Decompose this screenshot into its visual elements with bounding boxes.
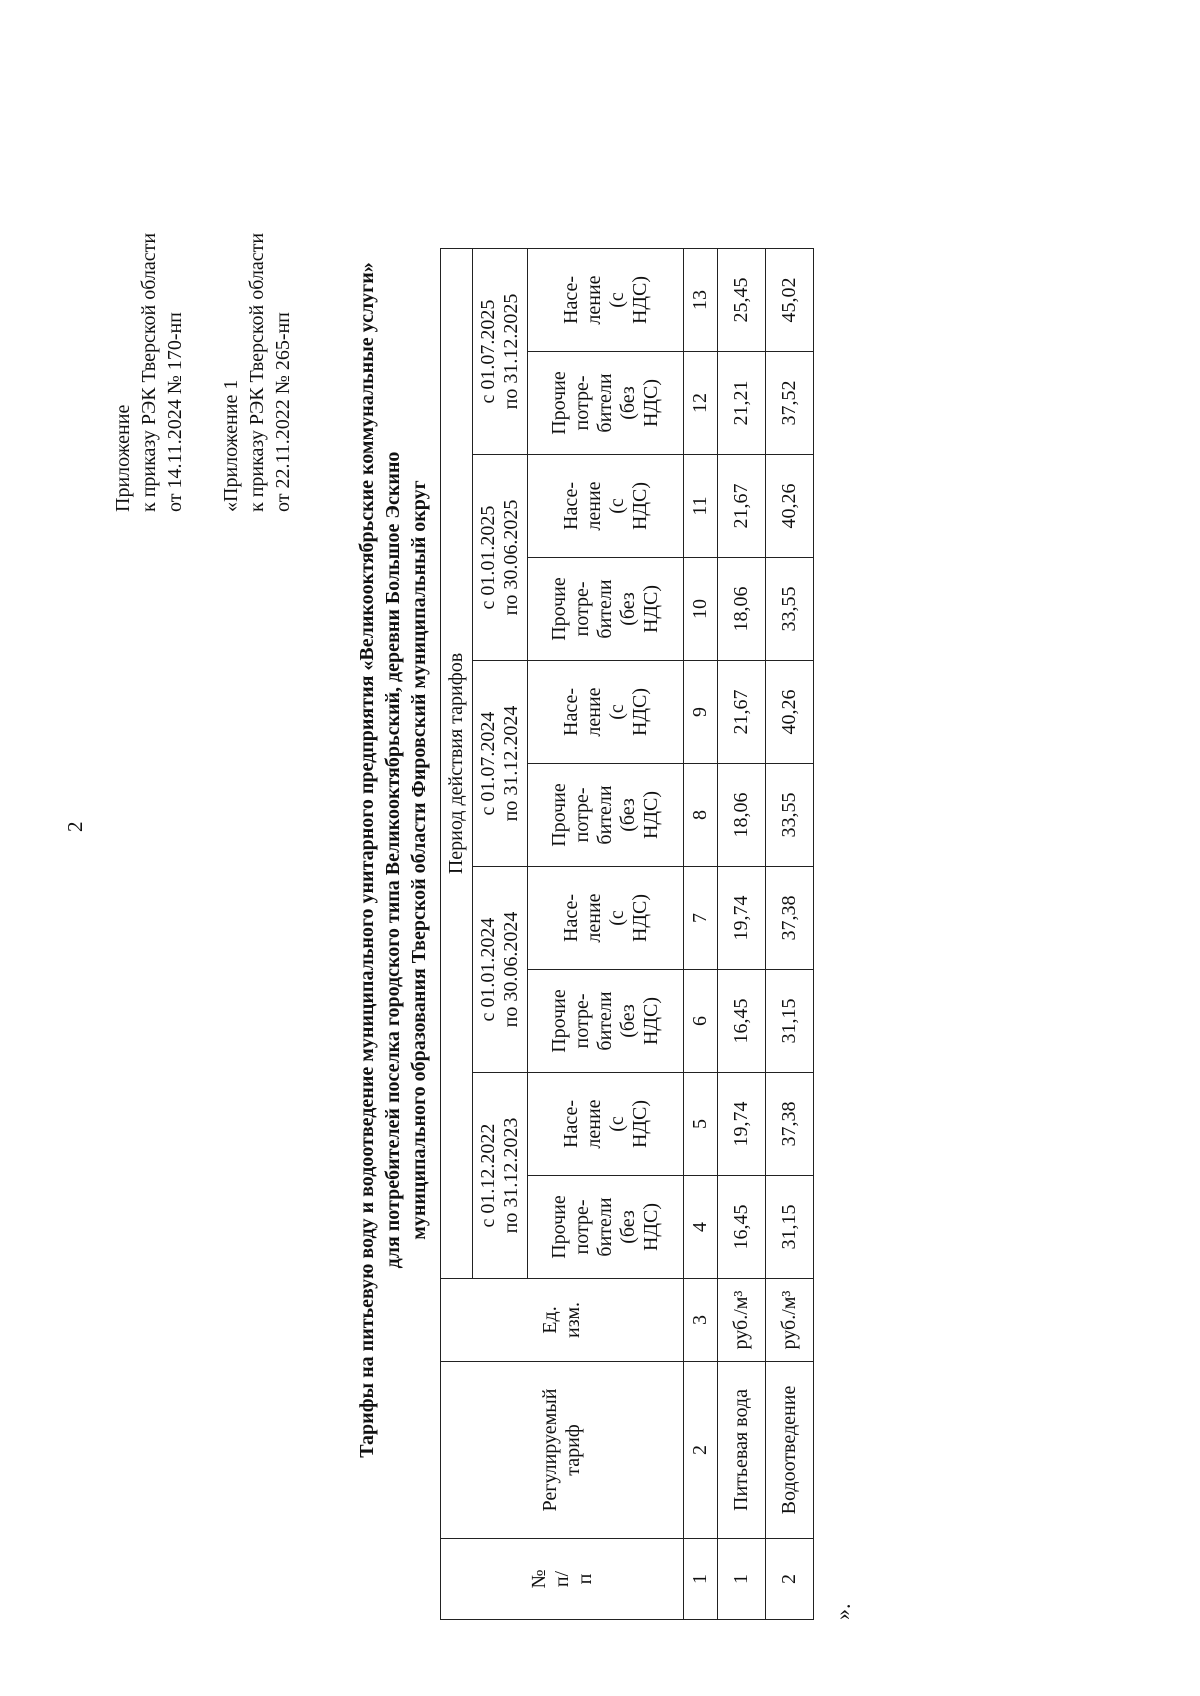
appendix-header <box>110 233 188 512</box>
tariff-value: 37,38 <box>766 1073 814 1176</box>
column-index: 4 <box>684 1176 718 1279</box>
header-line: от 14.11.2024 № 170-нп <box>164 312 186 512</box>
column-index: 11 <box>684 455 718 558</box>
tariff-value: 37,38 <box>766 867 814 970</box>
header-line: Приложение <box>112 404 134 512</box>
header-line: к приказу РЭК Тверской области <box>246 232 268 512</box>
header-period: Период действия тарифов <box>441 249 473 1279</box>
header-unit: Ед. изм. <box>441 1279 684 1362</box>
table-row <box>766 249 814 1620</box>
category-other: Прочие потре- бители (без НДС) <box>528 764 684 867</box>
period-header: с 01.01.2025 по 30.06.2025 <box>473 455 528 661</box>
tariff-value: 16,45 <box>718 1176 766 1279</box>
tariff-value: 37,52 <box>766 352 814 455</box>
document-title <box>354 100 432 1620</box>
closing-quote: ». <box>830 1603 855 1620</box>
header-tariff: Регулируемый тариф <box>441 1362 684 1539</box>
tariff-value: 16,45 <box>718 970 766 1073</box>
category-other: Прочие потре- бители (без НДС) <box>528 558 684 661</box>
tariff-value: 18,06 <box>718 558 766 661</box>
appendix-header-original <box>218 233 296 512</box>
header-num: № п/ п <box>441 1539 684 1620</box>
row-unit: руб./м³ <box>718 1279 766 1362</box>
row-num: 1 <box>718 1539 766 1620</box>
tariff-value: 19,74 <box>718 867 766 970</box>
page-number: 2 <box>63 821 87 832</box>
column-index: 12 <box>684 352 718 455</box>
column-index: 1 <box>684 1539 718 1620</box>
row-unit: руб./м³ <box>766 1279 814 1362</box>
tariff-value: 21,67 <box>718 661 766 764</box>
tariff-value: 33,55 <box>766 764 814 867</box>
title-line: муниципального образования Тверской области Фировский муниципальный округ <box>408 480 430 1240</box>
column-index: 6 <box>684 970 718 1073</box>
tariff-value: 18,06 <box>718 764 766 867</box>
table-row <box>718 249 766 1620</box>
tariff-value: 33,55 <box>766 558 814 661</box>
column-index: 10 <box>684 558 718 661</box>
category-other: Прочие потре- бители (без НДС) <box>528 970 684 1073</box>
tariff-value: 21,21 <box>718 352 766 455</box>
category-population: Насе- ление (с НДС) <box>528 249 684 352</box>
tariff-value: 25,45 <box>718 249 766 352</box>
tariff-value: 31,15 <box>766 970 814 1073</box>
column-index: 2 <box>684 1362 718 1539</box>
row-tariff: Питьевая вода <box>718 1362 766 1539</box>
category-population: Насе- ление (с НДС) <box>528 1073 684 1176</box>
category-other: Прочие потре- бители (без НДС) <box>528 1176 684 1279</box>
header-line: «Приложение 1 <box>220 379 242 512</box>
header-line: к приказу РЭК Тверской области <box>138 232 160 512</box>
tariff-value: 21,67 <box>718 455 766 558</box>
category-other: Прочие потре- бители (без НДС) <box>528 352 684 455</box>
tariff-value: 19,74 <box>718 1073 766 1176</box>
title-line: для потребителей поселка городского типа Великооктябрьский, деревни Большое Эскино <box>382 451 404 1269</box>
period-header: с 01.01.2024 по 30.06.2024 <box>473 867 528 1073</box>
category-population: Насе- ление (с НДС) <box>528 867 684 970</box>
column-index: 3 <box>684 1279 718 1362</box>
period-header: с 01.07.2025 по 31.12.2025 <box>473 249 528 455</box>
column-index: 5 <box>684 1073 718 1176</box>
category-population: Насе- ление (с НДС) <box>528 455 684 558</box>
tariff-value: 45,02 <box>766 249 814 352</box>
row-tariff: Водоотведение <box>766 1362 814 1539</box>
tariff-value: 31,15 <box>766 1176 814 1279</box>
category-population: Насе- ление (с НДС) <box>528 661 684 764</box>
tariff-value: 40,26 <box>766 455 814 558</box>
period-header: с 01.12.2022 по 31.12.2023 <box>473 1073 528 1279</box>
column-index: 7 <box>684 867 718 970</box>
rotated-content <box>110 100 1110 1620</box>
header-line: от 22.11.2022 № 265-нп <box>272 312 294 512</box>
tariff-table <box>440 248 814 1620</box>
tariff-value: 40,26 <box>766 661 814 764</box>
title-line: Тарифы на питьевую воду и водоотведение муниципального унитарного предприятия «Великооктябрьские коммунальные услуги» <box>356 262 378 1458</box>
column-index: 13 <box>684 249 718 352</box>
row-num: 2 <box>766 1539 814 1620</box>
column-index: 9 <box>684 661 718 764</box>
column-index-row <box>684 249 718 1620</box>
period-header: с 01.07.2024 по 31.12.2024 <box>473 661 528 867</box>
column-index: 8 <box>684 764 718 867</box>
